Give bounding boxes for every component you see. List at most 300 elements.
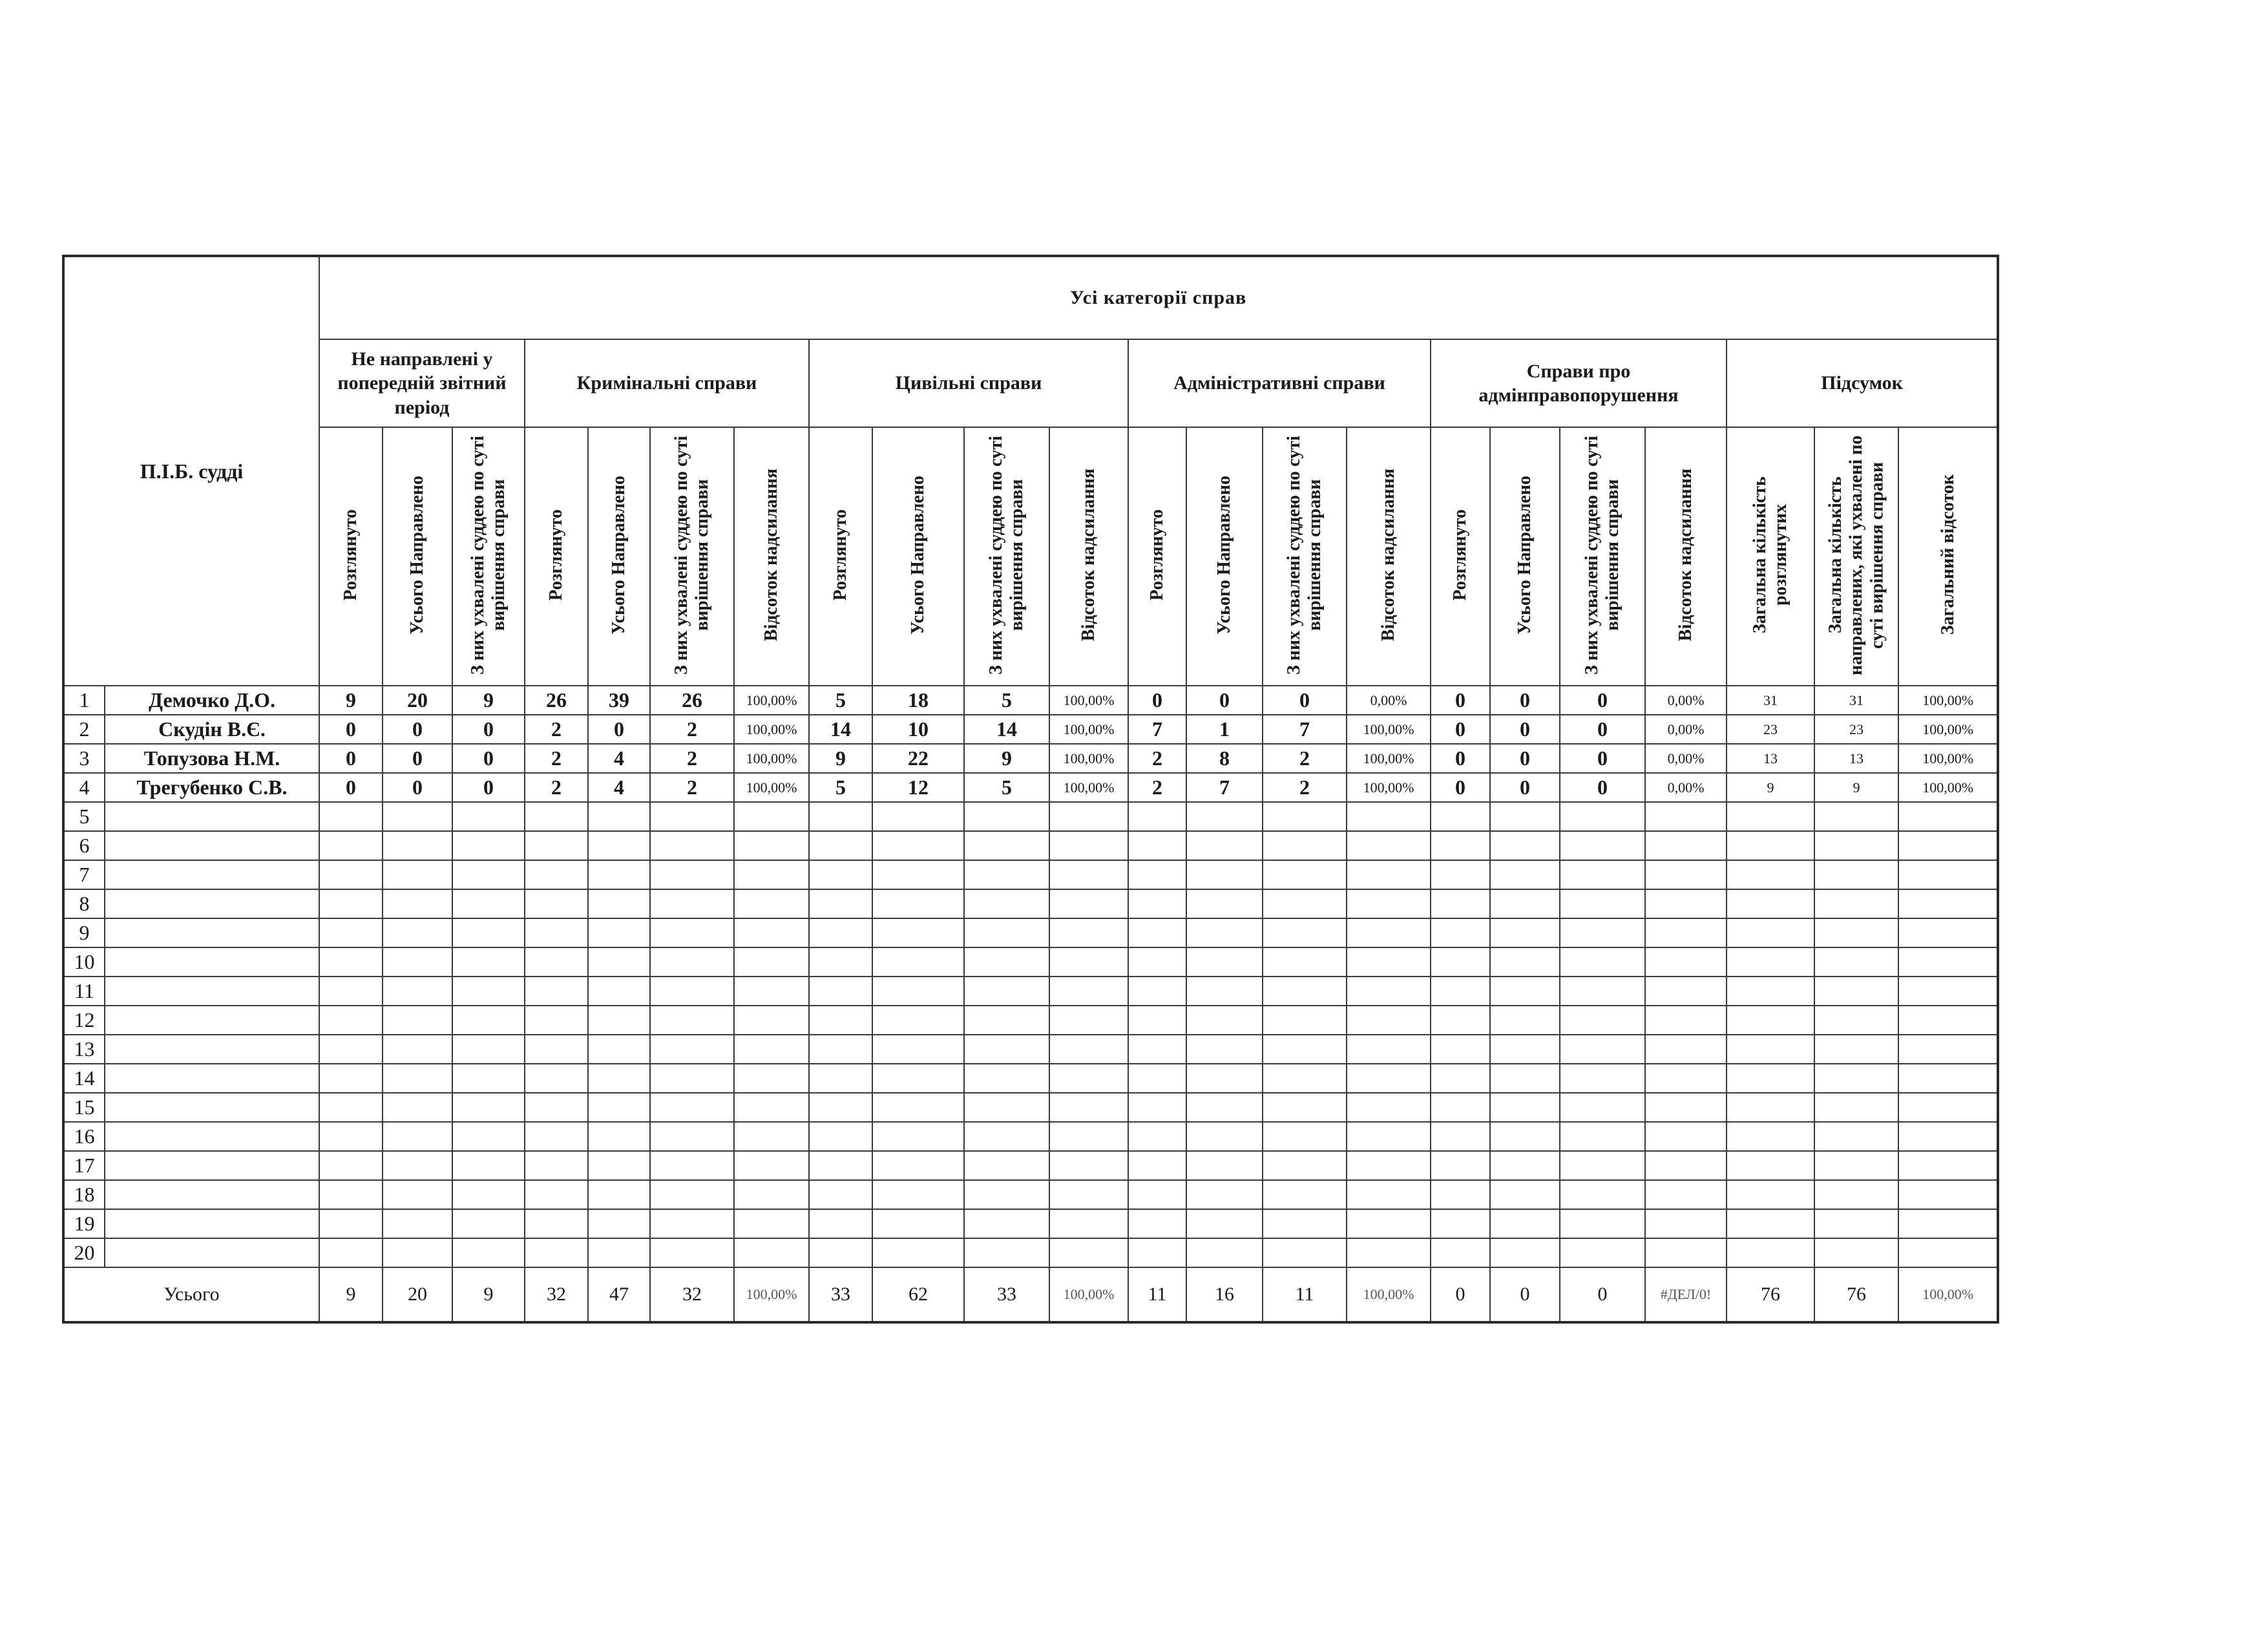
col-header-of-them: З них ухвалені суддею по суті вирішення справи <box>1263 427 1347 686</box>
table-cell <box>1263 1064 1347 1093</box>
row-number: 4 <box>63 773 105 802</box>
table-cell <box>1490 977 1560 1006</box>
table-cell <box>1645 918 1727 947</box>
table-cell <box>1727 889 1814 918</box>
table-cell: 14 <box>964 715 1049 744</box>
table-cell: 31 <box>1727 686 1814 715</box>
table-row <box>63 1209 1998 1238</box>
total-cell: 47 <box>588 1267 650 1322</box>
table-cell <box>1898 1151 1998 1180</box>
table-cell <box>1560 1238 1645 1267</box>
table-cell <box>1898 802 1998 831</box>
total-cell: 33 <box>809 1267 872 1322</box>
table-cell <box>1645 1180 1727 1209</box>
table-cell <box>1128 1122 1186 1151</box>
table-cell <box>1431 1035 1490 1064</box>
table-cell: 0 <box>319 715 383 744</box>
table-cell <box>1049 831 1128 860</box>
table-cell <box>588 831 650 860</box>
table-cell <box>1431 1006 1490 1035</box>
table-cell <box>1347 1209 1431 1238</box>
row-number: 14 <box>63 1064 105 1093</box>
table-cell <box>1186 1238 1263 1267</box>
table-cell <box>964 1035 1049 1064</box>
table-cell <box>525 1064 588 1093</box>
table-cell <box>383 1209 452 1238</box>
table-cell <box>809 802 872 831</box>
table-cell: 0 <box>1431 773 1490 802</box>
table-cell <box>1814 1006 1898 1035</box>
table-cell <box>809 889 872 918</box>
table-cell <box>1049 1122 1128 1151</box>
table-cell: 0,00% <box>1645 715 1727 744</box>
row-number: 9 <box>63 918 105 947</box>
table-cell <box>872 918 964 947</box>
table-cell <box>588 1006 650 1035</box>
table-cell <box>964 1151 1049 1180</box>
table-cell: 22 <box>872 744 964 773</box>
table-cell <box>1049 1209 1128 1238</box>
table-cell <box>1490 802 1560 831</box>
table-cell <box>1347 1180 1431 1209</box>
total-cell: 16 <box>1186 1267 1263 1322</box>
table-cell <box>734 1093 809 1122</box>
table-cell <box>319 1035 383 1064</box>
table-cell <box>1128 831 1186 860</box>
row-number: 16 <box>63 1122 105 1151</box>
table-cell <box>1560 1006 1645 1035</box>
row-number: 11 <box>63 977 105 1006</box>
col-header-considered: Розглянуто <box>1431 427 1490 686</box>
table-body <box>63 686 1998 1267</box>
table-cell <box>452 1122 525 1151</box>
table-cell: 0 <box>1431 686 1490 715</box>
group-summary: Підсумок <box>1727 339 1998 427</box>
table-cell <box>1347 1035 1431 1064</box>
table-cell <box>1645 802 1727 831</box>
table-cell <box>734 860 809 889</box>
table-cell <box>1263 1151 1347 1180</box>
group-admin-offenses: Справи про адмінправопорушення <box>1431 339 1727 427</box>
table-row <box>63 802 1998 831</box>
table-cell <box>1186 1093 1263 1122</box>
table-cell <box>1645 1209 1727 1238</box>
table-cell <box>809 1209 872 1238</box>
table-cell <box>650 1209 734 1238</box>
table-cell <box>525 1122 588 1151</box>
table-cell <box>809 1180 872 1209</box>
total-cell: #ДЕЛ/0! <box>1645 1267 1727 1322</box>
total-cell: 62 <box>872 1267 964 1322</box>
table-cell: 0 <box>1490 773 1560 802</box>
table-cell: 0 <box>452 773 525 802</box>
col-header-of-them: З них ухвалені суддею по суті вирішення справи <box>452 427 525 686</box>
table-cell <box>1128 889 1186 918</box>
table-cell <box>734 1035 809 1064</box>
table-cell <box>319 947 383 977</box>
table-cell <box>1898 918 1998 947</box>
table-cell <box>525 860 588 889</box>
table-cell: 31 <box>1814 686 1898 715</box>
table-row <box>63 1093 1998 1122</box>
table-cell: 100,00% <box>1347 715 1431 744</box>
table-cell <box>1814 947 1898 977</box>
table-cell <box>872 947 964 977</box>
table-cell <box>588 802 650 831</box>
table-cell <box>809 1035 872 1064</box>
table-cell <box>734 1006 809 1035</box>
table-cell: 100,00% <box>734 715 809 744</box>
table-cell <box>383 1064 452 1093</box>
table-cell <box>964 802 1049 831</box>
table-cell <box>588 947 650 977</box>
table-cell: 39 <box>588 686 650 715</box>
total-cell: 11 <box>1263 1267 1347 1322</box>
row-number: 19 <box>63 1209 105 1238</box>
table-cell <box>734 1180 809 1209</box>
table-cell: 14 <box>809 715 872 744</box>
table-cell <box>964 831 1049 860</box>
table-cell <box>1490 1006 1560 1035</box>
table-cell: 18 <box>872 686 964 715</box>
table-cell <box>1490 831 1560 860</box>
table-cell <box>1898 1122 1998 1151</box>
table-row <box>63 1151 1998 1180</box>
table-cell <box>1560 1180 1645 1209</box>
table-cell <box>1727 802 1814 831</box>
table-cell <box>1560 889 1645 918</box>
table-cell <box>650 1238 734 1267</box>
table-cell <box>1490 918 1560 947</box>
table-cell <box>1263 1238 1347 1267</box>
table-cell: 9 <box>964 744 1049 773</box>
row-number: 10 <box>63 947 105 977</box>
row-number: 5 <box>63 802 105 831</box>
table-cell <box>452 831 525 860</box>
table-cell <box>650 947 734 977</box>
table-cell <box>1263 860 1347 889</box>
table-cell <box>588 860 650 889</box>
table-cell: 5 <box>964 773 1049 802</box>
table-cell <box>1049 1151 1128 1180</box>
table-cell: 12 <box>872 773 964 802</box>
col-header-of-them: З них ухвалені суддею по суті вирішення справи <box>650 427 734 686</box>
table-cell <box>1814 918 1898 947</box>
table-cell: 13 <box>1814 744 1898 773</box>
table-cell <box>964 918 1049 947</box>
table-cell <box>1560 1209 1645 1238</box>
total-cell: 100,00% <box>1347 1267 1431 1322</box>
table-cell <box>650 1035 734 1064</box>
table-cell <box>1049 1006 1128 1035</box>
table-cell <box>1347 947 1431 977</box>
table-cell: 0 <box>1560 773 1645 802</box>
table-cell <box>1645 1093 1727 1122</box>
table-cell <box>1431 831 1490 860</box>
table-cell <box>1431 977 1490 1006</box>
table-cell <box>1186 977 1263 1006</box>
judge-name <box>105 889 319 918</box>
table-cell <box>1645 889 1727 918</box>
table-cell <box>809 947 872 977</box>
table-cell <box>383 802 452 831</box>
table-cell <box>1898 1035 1998 1064</box>
judge-name <box>105 1151 319 1180</box>
row-number: 8 <box>63 889 105 918</box>
table-cell <box>964 1209 1049 1238</box>
table-cell <box>734 1122 809 1151</box>
total-cell: 76 <box>1727 1267 1814 1322</box>
table-cell <box>319 1238 383 1267</box>
table-cell <box>734 977 809 1006</box>
table-cell <box>734 918 809 947</box>
category-header: Усі категорії справ <box>319 256 1998 339</box>
table-cell <box>1645 1122 1727 1151</box>
table-cell <box>383 918 452 947</box>
table-cell <box>1560 1151 1645 1180</box>
judge-name: Скудін В.Є. <box>105 715 319 744</box>
total-cell: 9 <box>319 1267 383 1322</box>
table-cell <box>319 1093 383 1122</box>
table-cell <box>1560 831 1645 860</box>
table-cell <box>964 1093 1049 1122</box>
table-cell <box>1645 947 1727 977</box>
table-row <box>63 686 1998 715</box>
table-cell <box>1727 977 1814 1006</box>
table-cell <box>1898 889 1998 918</box>
table-cell <box>872 1180 964 1209</box>
table-cell <box>1727 1035 1814 1064</box>
table-cell <box>734 889 809 918</box>
table-cell <box>1431 918 1490 947</box>
table-cell <box>809 860 872 889</box>
table-row <box>63 1122 1998 1151</box>
table-cell <box>734 1209 809 1238</box>
table-cell <box>1490 860 1560 889</box>
table-cell <box>1898 1093 1998 1122</box>
table-cell <box>383 831 452 860</box>
table-cell <box>964 1238 1049 1267</box>
table-cell: 2 <box>1128 773 1186 802</box>
table-cell <box>1814 889 1898 918</box>
table-cell <box>319 1180 383 1209</box>
col-header-total-percent: Загальний відсоток <box>1898 427 1998 686</box>
table-cell <box>1186 860 1263 889</box>
table-cell: 7 <box>1128 715 1186 744</box>
table-cell <box>1049 918 1128 947</box>
table-cell <box>1263 1122 1347 1151</box>
row-number: 20 <box>63 1238 105 1267</box>
table-cell <box>809 1006 872 1035</box>
judge-name <box>105 1093 319 1122</box>
table-cell <box>1898 1064 1998 1093</box>
table-cell: 2 <box>1263 773 1347 802</box>
total-cell: 32 <box>650 1267 734 1322</box>
judge-name: Топузова Н.М. <box>105 744 319 773</box>
table-cell: 0 <box>1560 715 1645 744</box>
table-cell <box>588 1238 650 1267</box>
table-cell: 0,00% <box>1645 686 1727 715</box>
table-cell <box>1490 1209 1560 1238</box>
table-cell <box>1431 860 1490 889</box>
table-cell <box>1186 889 1263 918</box>
table-cell <box>1128 1209 1186 1238</box>
judge-name <box>105 860 319 889</box>
table-cell: 2 <box>650 773 734 802</box>
table-cell <box>734 1064 809 1093</box>
table-cell <box>1814 860 1898 889</box>
row-number: 13 <box>63 1035 105 1064</box>
table-cell <box>1128 1151 1186 1180</box>
table-cell <box>383 1093 452 1122</box>
table-cell: 0 <box>1186 686 1263 715</box>
table-cell: 9 <box>452 686 525 715</box>
table-cell <box>1263 1180 1347 1209</box>
table-cell <box>1186 947 1263 977</box>
table-cell <box>734 802 809 831</box>
table-cell <box>1727 860 1814 889</box>
table-cell: 2 <box>650 715 734 744</box>
table-cell <box>1727 1006 1814 1035</box>
row-number: 2 <box>63 715 105 744</box>
group-administrative: Адміністративні справи <box>1128 339 1431 427</box>
table-cell: 13 <box>1727 744 1814 773</box>
table-cell: 26 <box>525 686 588 715</box>
table-cell <box>525 977 588 1006</box>
table-cell <box>1814 1151 1898 1180</box>
col-header-of-them: З них ухвалені суддею по суті вирішення справи <box>964 427 1049 686</box>
table-cell <box>1814 977 1898 1006</box>
table-cell <box>1560 802 1645 831</box>
table-cell <box>452 977 525 1006</box>
table-cell <box>1186 802 1263 831</box>
table-cell <box>1814 1122 1898 1151</box>
table-cell <box>1727 1093 1814 1122</box>
col-header-sent-total: Усього Направлено <box>872 427 964 686</box>
table-cell <box>1898 1006 1998 1035</box>
total-cell: 32 <box>525 1267 588 1322</box>
table-cell <box>650 1006 734 1035</box>
table-cell <box>1347 1122 1431 1151</box>
table-cell <box>452 918 525 947</box>
table-cell <box>809 918 872 947</box>
table-cell <box>1814 802 1898 831</box>
table-cell <box>1431 1238 1490 1267</box>
table-cell <box>1431 1093 1490 1122</box>
table-cell <box>1128 1064 1186 1093</box>
table-cell <box>1431 1122 1490 1151</box>
table-cell <box>1645 1238 1727 1267</box>
table-cell: 0 <box>452 715 525 744</box>
table-cell: 0 <box>1431 715 1490 744</box>
table-cell: 9 <box>319 686 383 715</box>
table-cell <box>734 1238 809 1267</box>
table-cell <box>650 831 734 860</box>
col-header-sent-total: Усього Направлено <box>1490 427 1560 686</box>
table-cell <box>1186 831 1263 860</box>
table-cell: 100,00% <box>1347 744 1431 773</box>
table-cell: 7 <box>1186 773 1263 802</box>
table-cell <box>1814 1180 1898 1209</box>
table-cell <box>1490 1151 1560 1180</box>
table-cell <box>588 1180 650 1209</box>
table-cell <box>1431 889 1490 918</box>
table-cell: 5 <box>809 686 872 715</box>
col-header-total-sent: Загальна кількість направлених, які ухвалені по суті вирішення справи <box>1814 427 1898 686</box>
table-cell <box>525 947 588 977</box>
table-cell <box>1128 802 1186 831</box>
table-cell <box>525 889 588 918</box>
table-cell: 2 <box>650 744 734 773</box>
table-cell <box>1049 860 1128 889</box>
table-cell <box>1727 831 1814 860</box>
table-cell <box>1263 977 1347 1006</box>
table-cell <box>1186 1122 1263 1151</box>
table-cell: 0 <box>1263 686 1347 715</box>
table-cell <box>319 802 383 831</box>
table-cell: 0 <box>1490 744 1560 773</box>
table-cell <box>588 1064 650 1093</box>
table-cell: 26 <box>650 686 734 715</box>
table-cell: 10 <box>872 715 964 744</box>
table-cell <box>525 1093 588 1122</box>
table-cell <box>1049 947 1128 977</box>
table-cell <box>1727 1151 1814 1180</box>
table-cell <box>1186 1209 1263 1238</box>
table-cell <box>1347 1151 1431 1180</box>
table-cell <box>452 1209 525 1238</box>
table-cell <box>964 860 1049 889</box>
table-cell <box>383 860 452 889</box>
table-cell <box>1727 1122 1814 1151</box>
table-cell <box>650 1151 734 1180</box>
table-cell <box>1898 1209 1998 1238</box>
table-cell <box>1347 1093 1431 1122</box>
table-cell <box>1347 1006 1431 1035</box>
table-row <box>63 1180 1998 1209</box>
table-cell: 4 <box>588 744 650 773</box>
table-cell: 100,00% <box>1049 686 1128 715</box>
table-cell <box>319 1151 383 1180</box>
table-cell <box>1049 1064 1128 1093</box>
table-cell <box>319 889 383 918</box>
table-cell <box>1347 918 1431 947</box>
table-cell: 0 <box>1560 744 1645 773</box>
table-cell <box>1263 918 1347 947</box>
table-cell <box>1490 947 1560 977</box>
table-cell <box>964 889 1049 918</box>
table-cell <box>1490 1035 1560 1064</box>
col-header-percent: Відсоток надсилання <box>734 427 809 686</box>
table-cell <box>383 1151 452 1180</box>
group-not-sent: Не направлені у попередній звітний період <box>319 339 525 427</box>
table-cell <box>1898 831 1998 860</box>
table-cell <box>1645 860 1727 889</box>
table-cell <box>1263 889 1347 918</box>
total-row <box>63 1267 1998 1322</box>
table-cell <box>1898 1238 1998 1267</box>
table-cell <box>1645 1151 1727 1180</box>
table-cell: 100,00% <box>1049 715 1128 744</box>
table-cell <box>1431 947 1490 977</box>
table-cell <box>964 1064 1049 1093</box>
judge-name: Трегубенко С.В. <box>105 773 319 802</box>
table-cell: 0 <box>588 715 650 744</box>
table-cell <box>1727 918 1814 947</box>
table-cell <box>1263 831 1347 860</box>
table-cell: 5 <box>809 773 872 802</box>
total-cell: 9 <box>452 1267 525 1322</box>
